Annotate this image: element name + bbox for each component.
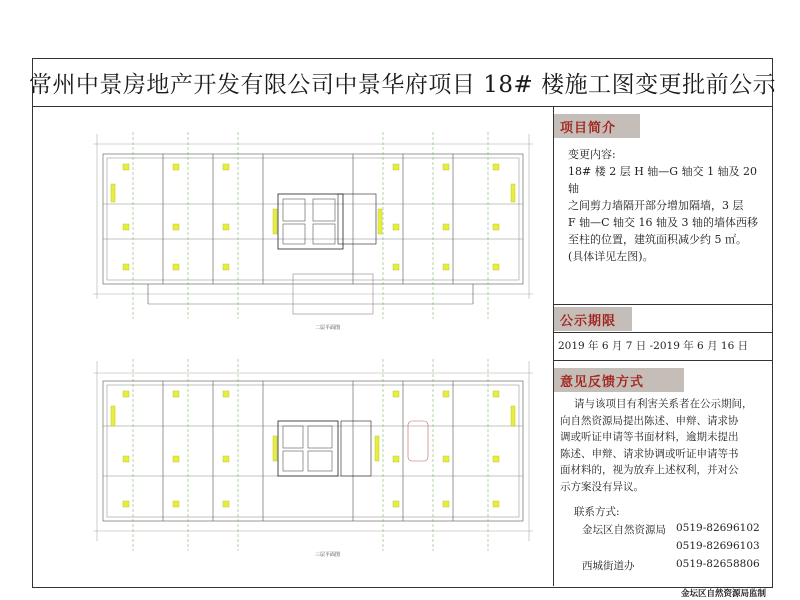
contact-org: 金坛区自然资源局 xyxy=(582,524,666,536)
period-heading: 公示期限 xyxy=(560,313,617,329)
feedback-line: 向自然资源局提出陈述、申辩、请求协 xyxy=(560,414,739,427)
contact-phone: 0519-82658806 xyxy=(676,558,760,570)
intro-text xyxy=(568,146,764,265)
intro-heading-tab xyxy=(554,114,640,138)
contact-label: 联系方式: xyxy=(574,506,620,518)
feedback-text xyxy=(560,396,770,495)
contact-phone: 0519-82696103 xyxy=(676,540,760,552)
contact-org: 西城街道办 xyxy=(582,560,635,572)
intro-line: 变更内容: xyxy=(568,148,616,161)
feedback-heading-tab xyxy=(554,368,684,392)
page-title: 常州中景房地产开发有限公司中景华府项目 18# 楼施工图变更批前公示 xyxy=(32,58,773,107)
floor-plan-3 xyxy=(93,351,538,563)
info-panel xyxy=(554,106,772,585)
feedback-line: 调或听证申请等书面材料，逾期未提出 xyxy=(560,431,739,443)
floor-plan-2 xyxy=(93,124,538,336)
intro-line: 之间剪力墙隔开部分增加隔墙，3 层 xyxy=(568,199,744,212)
divider xyxy=(554,304,772,305)
plan-1-label: 二层平面图 xyxy=(315,325,341,331)
feedback-line: 面材料的，视为放弃上述权利，并对公 xyxy=(560,464,739,476)
contact-phone: 0519-82696102 xyxy=(676,522,760,534)
footer-credit: 金坛区自然资源局监制 xyxy=(680,589,766,599)
notice-frame xyxy=(32,106,773,588)
feedback-line: 请与该项目有利害关系者在公示期间， xyxy=(574,398,753,410)
feedback-heading: 意见反馈方式 xyxy=(560,374,645,390)
intro-line: (具体详见左图)。 xyxy=(568,250,654,263)
feedback-line: 陈述、申辩、请求协调或听证申请等书 xyxy=(560,447,739,460)
intro-line: F 轴—C 轴交 16 轴及 3 轴的墙体西移 xyxy=(568,216,759,229)
period-text: 2019 年 6 月 7 日 -2019 年 6 月 16 日 xyxy=(558,340,749,352)
intro-heading: 项目简介 xyxy=(560,120,617,136)
divider xyxy=(554,332,772,333)
feedback-line: 示方案没有异议。 xyxy=(560,480,644,493)
intro-line: 18# 楼 2 层 H 轴—G 轴交 1 轴及 20 轴 xyxy=(568,165,758,195)
plan-2-label: 三层平面图 xyxy=(315,552,341,558)
intro-line: 至柱的位置，建筑面积减少约 5 ㎡。 xyxy=(568,233,747,246)
drawing-area xyxy=(33,106,554,586)
period-heading-tab xyxy=(554,307,632,331)
divider xyxy=(554,360,772,361)
